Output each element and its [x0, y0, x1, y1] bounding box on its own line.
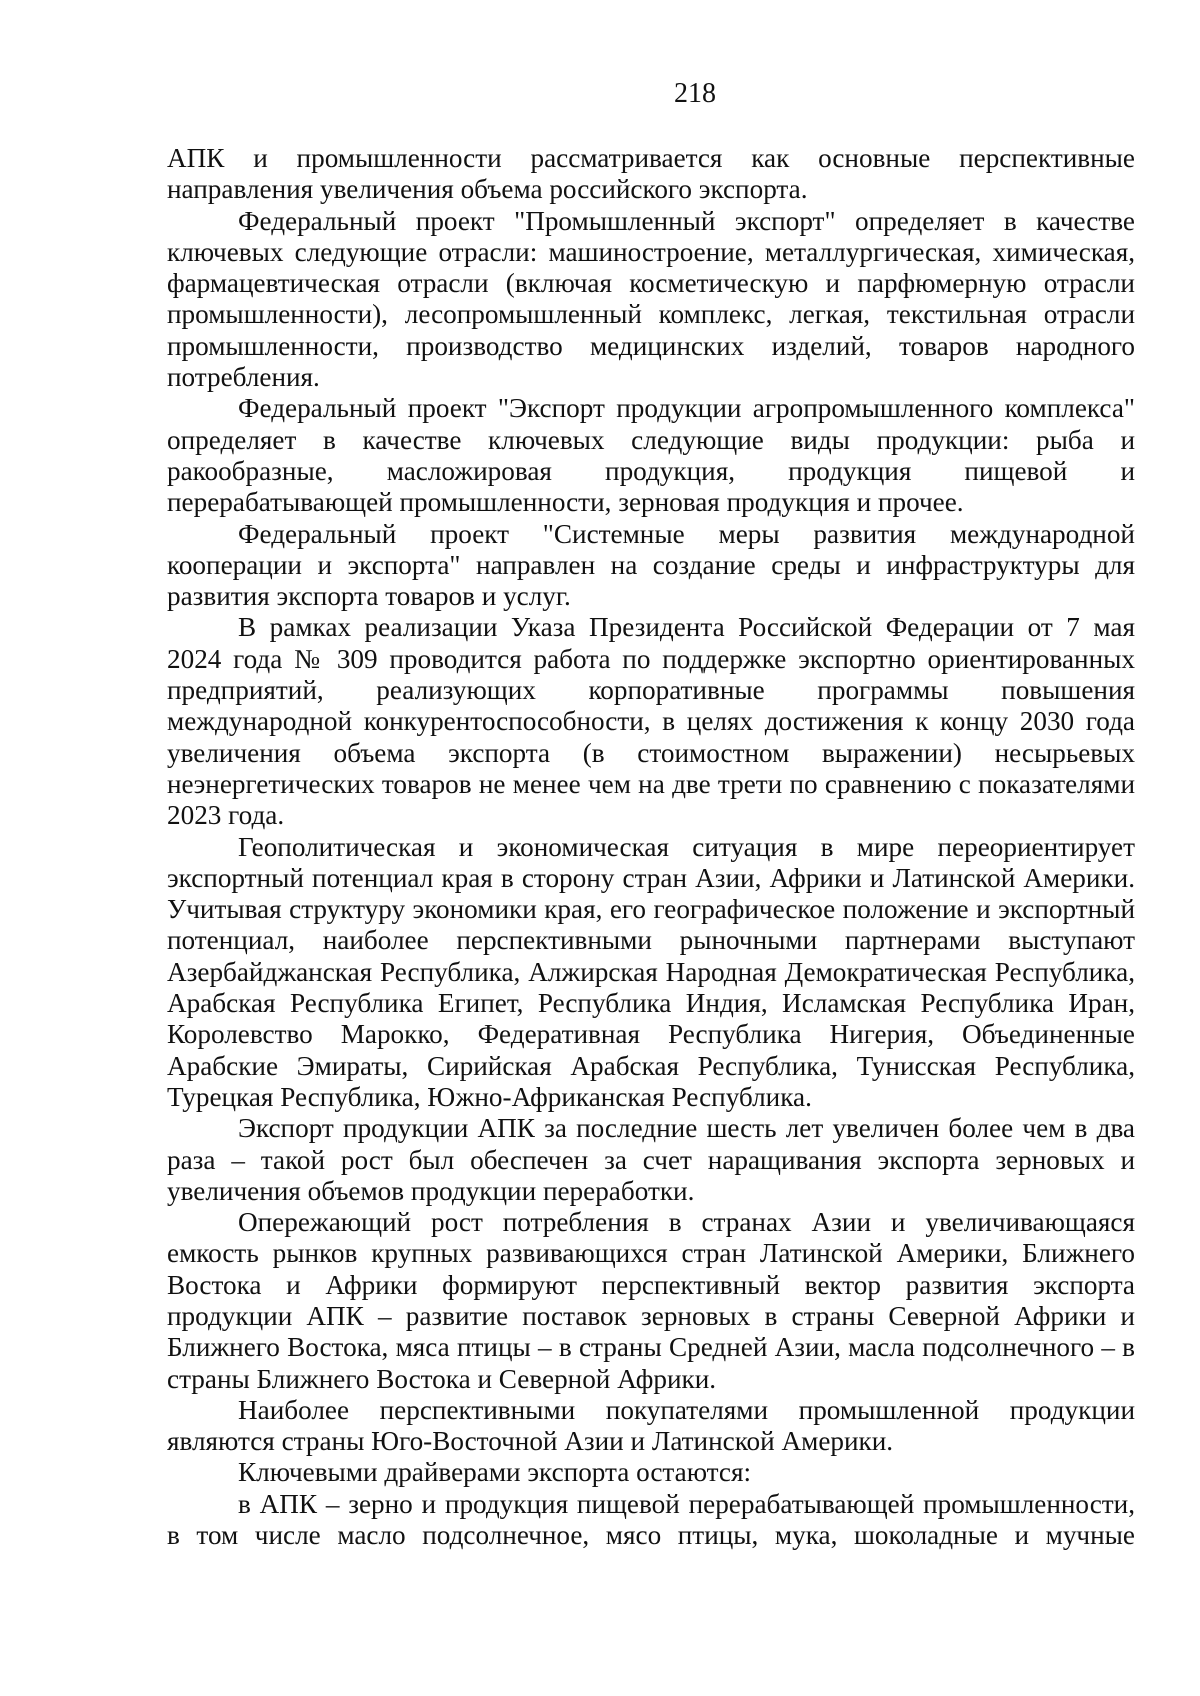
paragraph-6: Геополитическая и экономическая ситуация в мире переориентирует экспортный потенциал края в сторону стран Азии, Африки и Латинской Америки. Учитывая структуру экономики края, его географическое положение и экспортный потенциал, наиболее перспективными рыночными партнерами выступают Азербайджанская Республика, Алжирская Народная Демократическая Республика, Арабская Республика Египет, Республика Индия, Исламская Республика Иран, Королевство Марокко, Федеративная Республика Нигерия, Объединенные Арабские Эмираты, Сирийская Арабская Республика, Тунисская Республика, Турецкая Республика, Южно-Африканская Республика.	[167, 831, 1135, 1112]
paragraph-1: АПК и промышленности рассматривается как основные перспективные направления увеличения объема российского экспорта.	[167, 143, 1135, 205]
paragraph-3: Федеральный проект "Экспорт продукции агропромышленного комплекса" определяет в качестве ключевых следующие виды продукции: рыба и ракообразные, масложировая продукция, продукция пищевой и перерабатывающей промышленности, зерновая продукция и прочее.	[167, 393, 1135, 518]
body-text	[167, 143, 1135, 1551]
paragraph-5: В рамках реализации Указа Президента Российской Федерации от 7 мая 2024 года № 309 проводится работа по поддержке экспортно ориентированных предприятий, реализующих корпоративные программы повышения международной конкурентоспособности, в целях достижения к концу 2030 года увеличения объема экспорта (в стоимостном выражении) несырьевых неэнергетических товаров не менее чем на две трети по сравнению с показателями 2023 года.	[167, 612, 1135, 831]
paragraph-8: Опережающий рост потребления в странах Азии и увеличивающаяся емкость рынков крупных развивающихся стран Латинской Америки, Ближнего Востока и Африки формируют перспективный вектор развития экспорта продукции АПК – развитие поставок зерновых в страны Северной Африки и Ближнего Востока, мяса птицы – в страны Средней Азии, масла подсолнечного – в страны Ближнего Востока и Северной Африки.	[167, 1207, 1135, 1394]
paragraph-11: в АПК – зерно и продукция пищевой перерабатывающей промышленности, в том числе масло подсолнечное, мясо птицы, мука, шоколадные и мучные	[167, 1488, 1135, 1551]
paragraph-4: Федеральный проект "Системные меры развития международной кооперации и экспорта" направлен на создание среды и инфраструктуры для развития экспорта товаров и услуг.	[167, 518, 1135, 612]
paragraph-7: Экспорт продукции АПК за последние шесть лет увеличен более чем в два раза – такой рост был обеспечен за счет наращивания экспорта зерновых и увеличения объемов продукции переработки.	[167, 1113, 1135, 1206]
paragraph-9: Наиболее перспективными покупателями промышленной продукции являются страны Юго-Восточной Азии и Латинской Америки.	[167, 1394, 1135, 1457]
page-number: 218	[674, 78, 716, 109]
paragraph-2: Федеральный проект "Промышленный экспорт" определяет в качестве ключевых следующие отрасли: машиностроение, металлургическая, химическая, фармацевтическая отрасли (включая косметическую и парфюмерную отрасли промышленности), лесопромышленный комплекс, легкая, текстильная отрасли промышленности, производство медицинских изделий, товаров народного потребления.	[167, 205, 1135, 393]
paragraph-10: Ключевыми драйверами экспорта остаются:	[238, 1457, 752, 1488]
